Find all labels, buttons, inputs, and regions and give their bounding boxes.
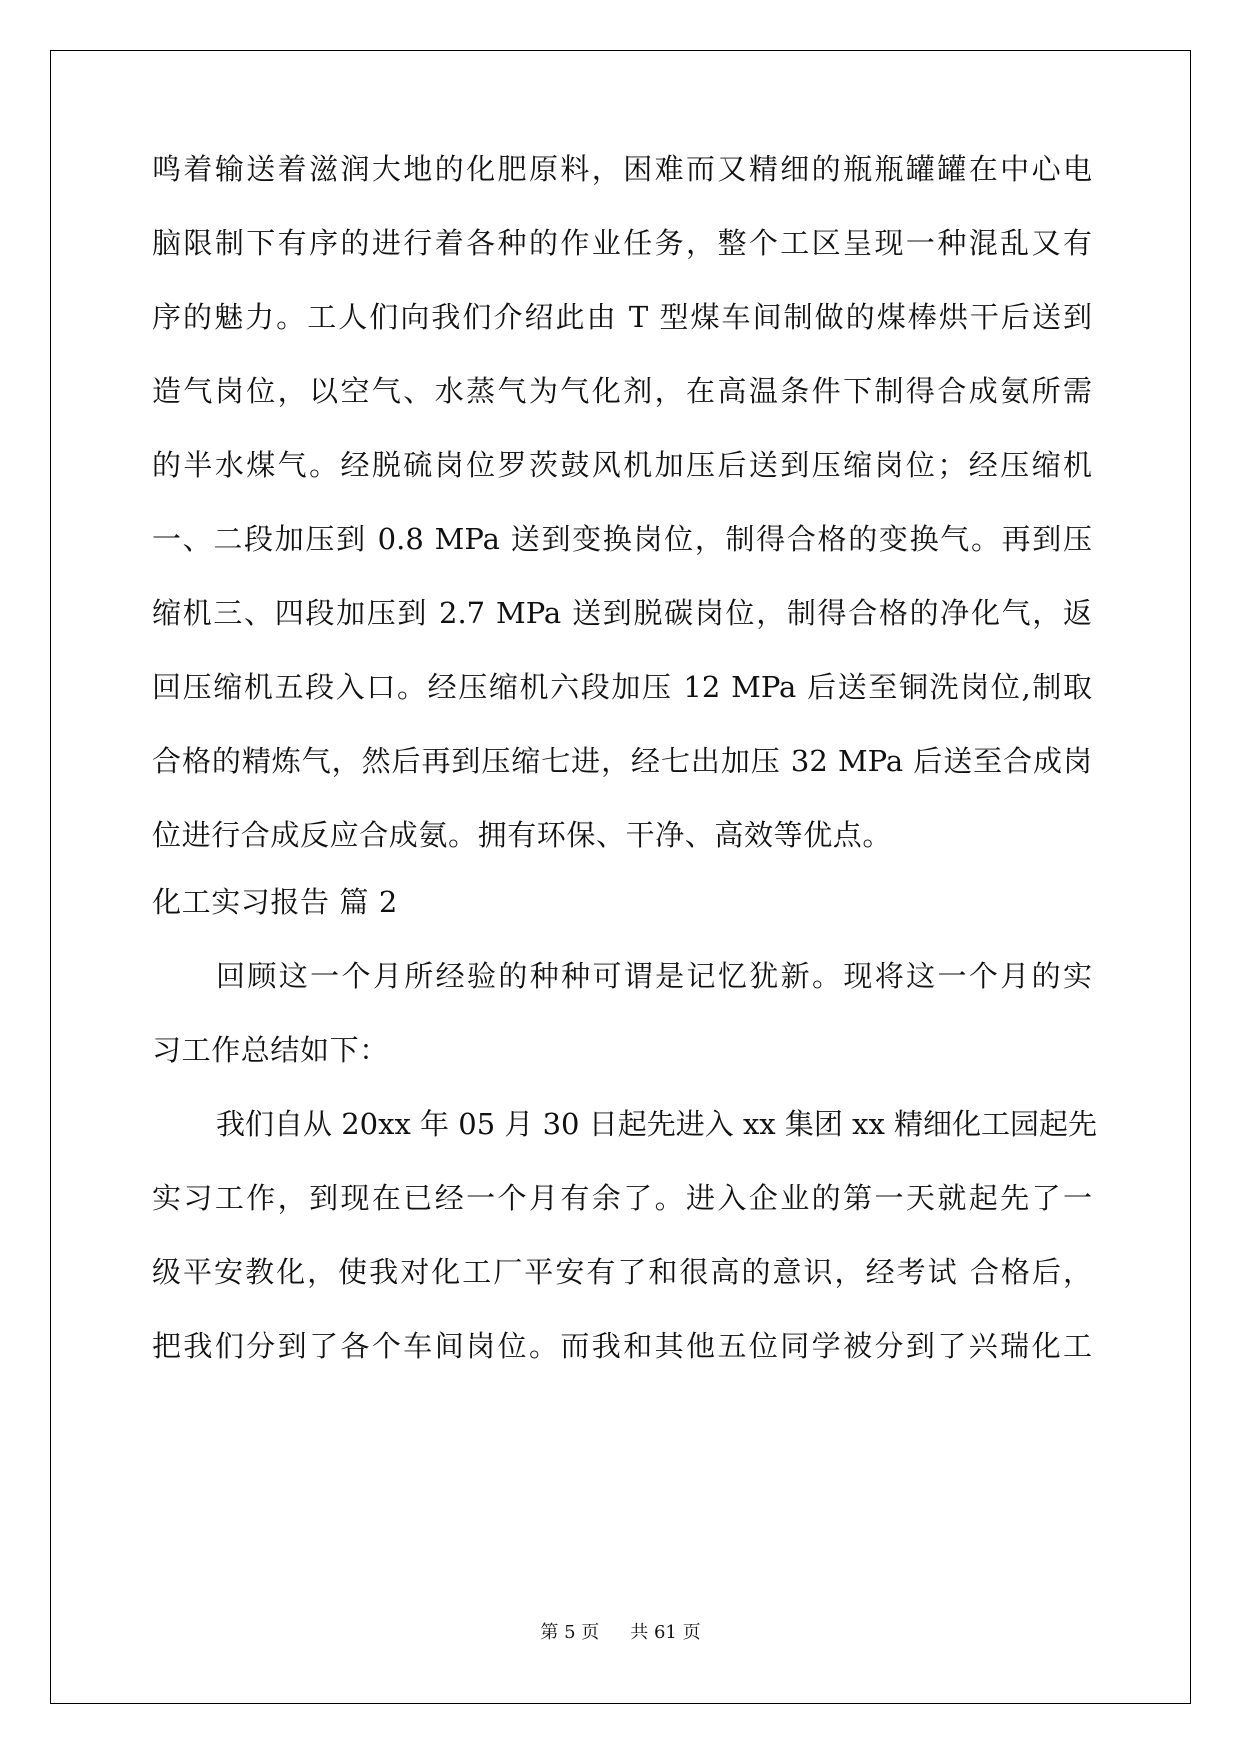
text-line: 级平安教化，使我对化工厂平安有了和很高的意识，经考试 合格后， [152,1255,1092,1289]
page-total: 共 61 页 [630,1622,701,1643]
text-line: 合格的精炼气，然后再到压缩七进，经七出加压 32 MPa 后送至合成岗 [152,744,1092,778]
text-line: 缩机三、四段加压到 2.7 MPa 送到脱碳岗位，制得合格的净化气，返 [152,596,1092,630]
text-line: 一、二段加压到 0.8 MPa 送到变换岗位，制得合格的变换气。再到压 [152,522,1092,556]
text-line: 位进行合成反应合成氨。拥有环保、干净、高效等优点。 [152,818,893,852]
text-line: 我们自从 20xx 年 05 月 30 日起先进入 xx 集团 xx 精细化工园起先 [216,1107,1098,1141]
text-line: 回压缩机五段入口。经压缩机六段加压 12 MPa 后送至铜洗岗位,制取 [152,670,1092,704]
page-number: 第 5 页 [540,1622,600,1643]
text-line: 实习工作，到现在已经一个月有余了。进入企业的第一天就起先了一 [152,1181,1092,1215]
text-line: 鸣着输送着滋润大地的化肥原料，困难而又精细的瓶瓶罐罐在中心电 [152,152,1092,186]
section-heading: 化工实习报告 篇 2 [152,885,398,919]
text-line: 脑限制下有序的进行着各种的作业任务，整个工区呈现一种混乱又有 [152,226,1092,260]
text-line: 习工作总结如下： [152,1033,389,1067]
text-line: 序的魅力。工人们向我们介绍此由 T 型煤车间制做的煤棒烘干后送到 [152,300,1092,334]
page-footer [0,1618,1241,1644]
page-border [50,50,1191,1704]
text-line: 造气岗位，以空气、水蒸气为气化剂，在高温条件下制得合成氨所需 [152,374,1092,408]
text-line: 的半水煤气。经脱硫岗位罗茨鼓风机加压后送到压缩岗位；经压缩机 [152,448,1092,482]
text-line: 把我们分到了各个车间岗位。而我和其他五位同学被分到了兴瑞化工 [152,1329,1092,1363]
text-line: 回顾这一个月所经验的种种可谓是记忆犹新。现将这一个月的实 [216,959,1092,993]
